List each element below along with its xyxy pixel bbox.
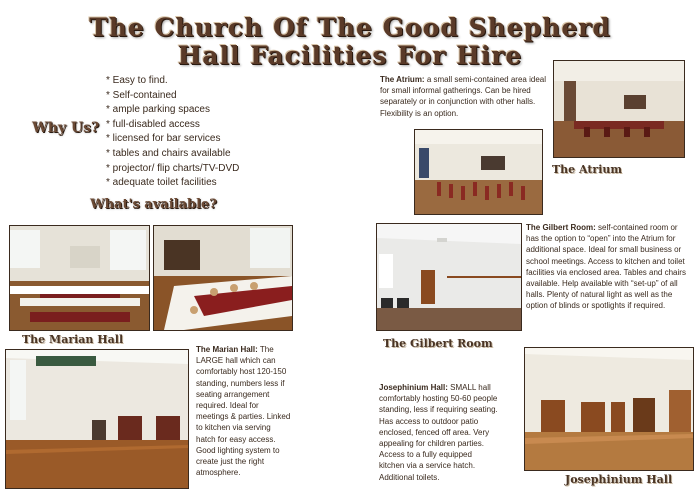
atrium-photo-1 — [553, 60, 685, 158]
page-title-line-1: The Church Of The Good Shepherd — [89, 13, 611, 42]
josephinium-hall-description — [379, 382, 499, 483]
gilbert-room-description — [526, 222, 692, 312]
atrium-text: a small semi-contained area ideal for small informal gatherings. Can be hired separately or in conjunction with other halls. Flexibility is an option. — [380, 75, 546, 118]
josephinium-hall-text: SMALL hall comfortably hosting 50-60 people standing, less if requiring seating. Has access to outdoor patio enclosed, fenced off area. Very appealing for children parties. Access to a fully equipped kitchen via a service hatch. Additional toilets. — [379, 383, 498, 482]
marian-hall-name: The Marian Hall: — [196, 345, 258, 354]
marian-hall-photo-3 — [5, 349, 189, 489]
feature-item: * licensed for bar services — [106, 133, 221, 145]
atrium-description — [380, 74, 548, 119]
gilbert-room-text: self-contained room or has the option to “open” into the Atrium for additional space. Ideal for small business or school meetings. Access to kitchen and toilet facilities via enclosed area. Tables and chairs available. Help available with “set-up” of all halls. Plenty of natural light as well as the option of blinds or spotlights if required. — [526, 223, 686, 311]
marian-hall-description — [196, 344, 292, 478]
features-list — [106, 74, 306, 191]
atrium-caption: The Atrium — [552, 163, 623, 176]
feature-item: * adequate toilet facilities — [106, 177, 217, 189]
feature-item: * Easy to find. — [106, 75, 168, 86]
feature-item: * tables and chairs available — [106, 147, 231, 159]
feature-item: * ample parking spaces — [106, 104, 210, 116]
marian-hall-photo-2 — [153, 225, 293, 331]
marian-hall-text: The LARGE hall which can comfortably host 120-150 standing, numbers less if seating arrangement required. Ideal for meetings & parties. Linked to kitchen via serving hatch for easy access. Good lighting system to create just the right atmosphere. — [196, 345, 291, 478]
atrium-name: The Atrium: — [380, 75, 425, 84]
marian-hall-photo-1 — [9, 225, 150, 331]
whats-available-heading: What's available? — [90, 197, 217, 212]
josephinium-hall-photo — [524, 347, 694, 471]
feature-item: * Self-contained — [106, 89, 177, 101]
josephinium-hall-name: Josephinium Hall: — [379, 383, 448, 392]
gilbert-room-photo — [376, 223, 522, 331]
why-us-heading: Why Us? — [32, 120, 100, 136]
marian-hall-caption: The Marian Hall — [22, 333, 124, 346]
gilbert-room-caption: The Gilbert Room — [383, 337, 493, 350]
feature-item: * full-disabled access — [106, 118, 200, 130]
josephinium-hall-caption: Josephinium Hall — [565, 473, 673, 486]
page-title-line-2: Hall Facilities For Hire — [177, 41, 523, 70]
feature-item: * projector/ flip charts/TV-DVD — [106, 162, 240, 174]
gilbert-room-name: The Gilbert Room: — [526, 223, 596, 232]
atrium-photo-2 — [414, 129, 543, 215]
